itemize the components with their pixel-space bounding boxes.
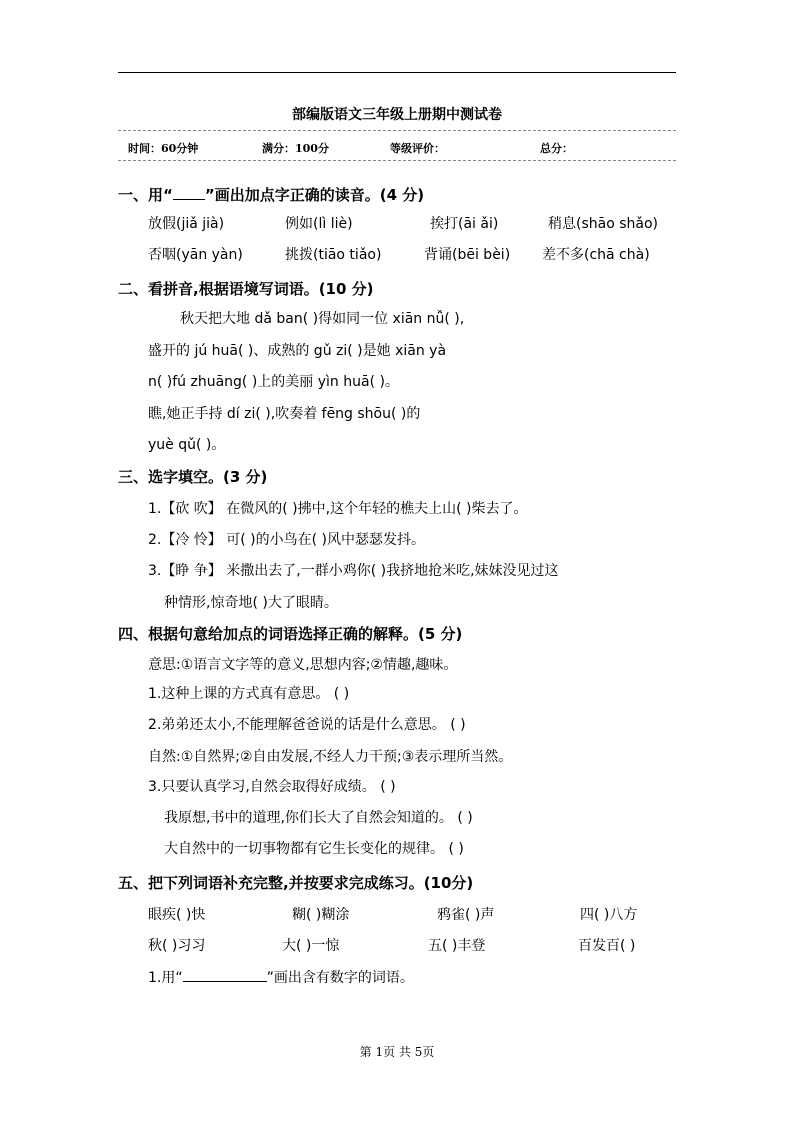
s4-question: 我原想,书中的道理,你们长大了自然会知道的。 ( ) xyxy=(164,810,473,826)
s2-line: 盛开的 jú huā( )、成熟的 gǔ zi( )是她 xiān yà xyxy=(148,343,447,359)
section-2-heading: 二、看拼音,根据语境写词语。(10 分) xyxy=(118,280,374,298)
s5-word: 五( )丰登 xyxy=(428,938,486,954)
s1-item: 否咽(yān yàn) xyxy=(148,247,243,263)
s4-definition: 意思:①语言文字等的意义,思想内容;②情趣,趣味。 xyxy=(148,657,458,673)
s5-word: 鸦雀( )声 xyxy=(437,907,495,923)
underline-blank xyxy=(183,969,267,982)
dashed-rule-bottom xyxy=(118,160,676,161)
s1-item: 稍息(shāo shǎo) xyxy=(548,216,658,232)
s4-question: 1.这种上课的方式真有意思。 ( ) xyxy=(148,686,350,702)
s3-question: 1.【砍 吹】 在微风的( )拂中,这个年轻的樵夫上山( )柴去了。 xyxy=(148,501,528,517)
s5-word: 秋( )习习 xyxy=(148,938,206,954)
s5-word: 百发百( ) xyxy=(578,938,636,954)
s4-question: 2.弟弟还太小,不能理解爸爸说的话是什么意思。 ( ) xyxy=(148,717,466,733)
s3-question: 2.【冷 怜】 可( )的小鸟在( )风中瑟瑟发抖。 xyxy=(148,532,426,548)
section-1-heading: 一、用“ ”画出加点字正确的读音。(4 分) xyxy=(118,186,425,204)
section-4-heading: 四、根据句意给加点的词语选择正确的解释。(5 分) xyxy=(118,625,463,643)
info-grade: 等级评价： xyxy=(390,142,445,155)
s1-item: 例如(lì liè) xyxy=(285,216,353,232)
info-full-score: 满分：100分 xyxy=(262,142,329,155)
section-3-heading: 三、选字填空。(3 分) xyxy=(118,468,268,486)
s5-question: 1.用“ ”画出含有数字的词语。 xyxy=(148,970,414,986)
section-5-heading: 五、把下列词语补充完整,并按要求完成练习。(10分) xyxy=(118,874,474,892)
s5-word: 四( )八方 xyxy=(580,907,638,923)
dashed-rule-top xyxy=(118,130,676,131)
s2-line: 秋天把大地 dǎ ban( )得如同一位 xiān nǚ( ), xyxy=(180,311,465,327)
s5-word: 大( )一惊 xyxy=(282,938,340,954)
s1-item: 放假(jiǎ jià) xyxy=(148,216,225,232)
s5-word: 眼疾( )快 xyxy=(148,907,206,923)
page-title: 部编版语文三年级上册期中测试卷 xyxy=(292,107,502,123)
info-time: 时间：60分钟 xyxy=(128,142,199,155)
info-total: 总分： xyxy=(540,142,573,155)
s2-line: n( )fú zhuāng( )上的美丽 yìn huā( )。 xyxy=(148,374,399,390)
s1-item: 差不多(chā chà) xyxy=(542,247,650,263)
s4-definition: 自然:①自然界;②自由发展,不经人力干预;③表示理所当然。 xyxy=(148,749,513,765)
s1-item: 挨打(āi ǎi) xyxy=(430,216,499,232)
underline-blank xyxy=(173,187,205,200)
page-footer: 第 1页 共 5页 xyxy=(359,1045,435,1059)
s3-question: 3.【睁 争】 米撒出去了,一群小鸡你( )我挤地抢米吃,妹妹没见过这 xyxy=(148,563,559,579)
s4-question: 大自然中的一切事物都有它生长变化的规律。 ( ) xyxy=(164,841,464,857)
s5-word: 糊( )糊涂 xyxy=(292,907,350,923)
s1-item: 挑拨(tiāo tiǎo) xyxy=(285,247,382,263)
s2-line: 瞧,她正手持 dí zi( ),吹奏着 fēng shōu( )的 xyxy=(148,406,421,422)
top-rule xyxy=(118,72,676,73)
s1-item: 背诵(bēi bèi) xyxy=(424,247,511,263)
s3-question: 种情形,惊奇地( )大了眼睛。 xyxy=(164,595,338,611)
s4-question: 3.只要认真学习,自然会取得好成绩。 ( ) xyxy=(148,779,396,795)
s2-line: yuè qǔ( )。 xyxy=(148,437,226,453)
